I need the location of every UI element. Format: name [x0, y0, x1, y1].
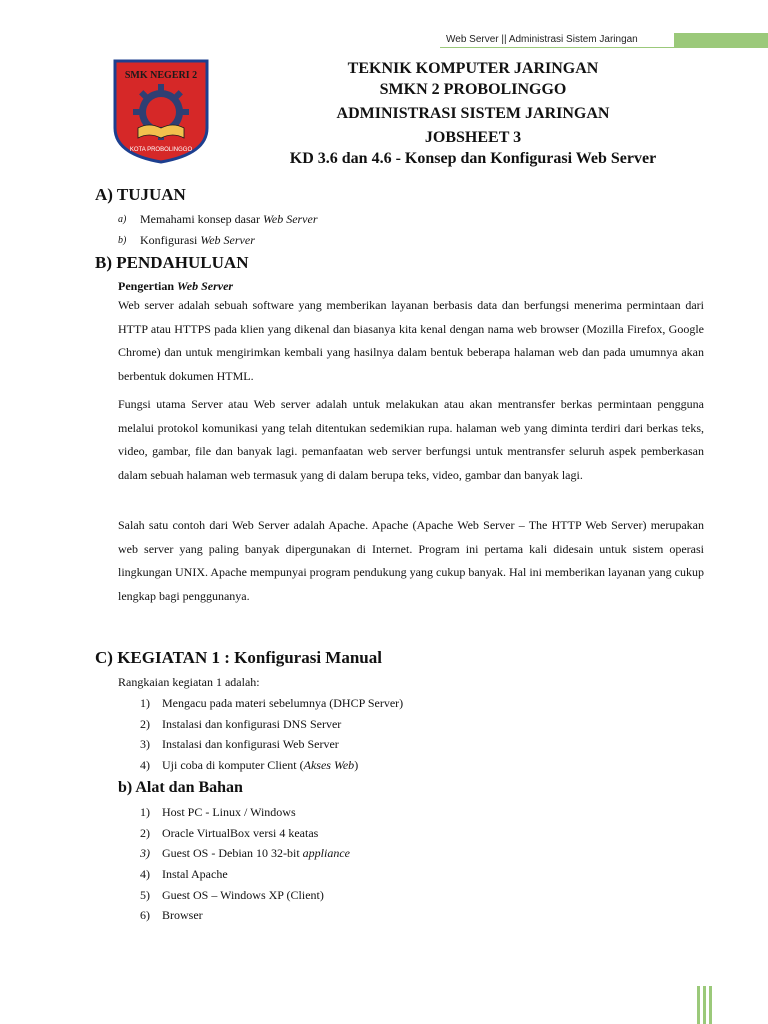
step-item: 4) Uji coba di komputer Client (Akses Web) — [140, 758, 359, 773]
header-rule — [440, 47, 768, 48]
logo-bottom-text: KOTA PROBOLINGGO — [129, 147, 193, 153]
definition-label: Pengertian Web Server — [118, 279, 234, 293]
function-paragraph: Fungsi utama Server atau Web server adalah untuk melakukan atau akan mentransfer berkas permintaan pengguna melalui protokol komunikasi yang telah ditentukan sedemikian rupa. halaman web yang diminta terdiri dari berkas teks, video, gambar, file dan banyak lagi. pemanfaatan web server berfungsi untuk mentransfer seluruh aspek pemberkasan dalam sebuah halaman web termasuk yang di dalam berupa teks, video, gambar dan banyak lagi. — [118, 397, 704, 482]
step-item: 2) Instalasi dan konfigurasi DNS Server — [140, 716, 342, 731]
title-line-1: TEKNIK KOMPUTER JARINGAN — [347, 60, 599, 77]
objective-item: a) Memahami konsep dasar Web Server — [118, 212, 318, 233]
tool-item: 1) Host PC - Linux / Windows — [140, 805, 296, 819]
title-line-5: KD 3.6 dan 4.6 - Konsep dan Konfigurasi Web Server — [289, 150, 657, 167]
tool-item: 4) Instal Apache — [140, 867, 228, 882]
step-item: 3) Instalasi dan konfigurasi Web Server — [140, 737, 339, 752]
tools-heading: b) Alat dan Bahan — [118, 779, 243, 796]
tools-list — [140, 805, 350, 929]
title-line-3: ADMINISTRASI SISTEM JARINGAN — [336, 105, 610, 122]
title-line-2: SMKN 2 PROBOLINGGO — [379, 81, 567, 98]
section-c-heading: C) KEGIATAN 1 : Konfigurasi Manual — [95, 648, 382, 667]
intro-paragraph: Web server adalah sebuah software yang memberikan layanan berbasis data dan berfungsi menerima permintaan dari HTTP atau HTTPS pada klien yang dikenal dan biasanya kita kenal dengan nama web browser (Mozilla Firefox, Google Chrome) dan untuk mengirimkan kembali yang hasilnya dalam bentuk beberapa halaman web dan pada umumnya akan berbentuk dokumen HTML. — [118, 298, 704, 383]
activity-steps — [140, 696, 403, 779]
logo-top-text: SMK NEGERI 2 — [124, 70, 198, 81]
title-line-4: JOBSHEET 3 — [424, 129, 522, 146]
objectives-list — [118, 212, 318, 254]
tool-item: 2) Oracle VirtualBox versi 4 keatas — [140, 825, 319, 840]
footer-accent-bars — [697, 986, 712, 1024]
activity-intro: Rangkaian kegiatan 1 adalah: — [118, 675, 260, 689]
step-item: 1) Mengacu pada materi sebelumnya (DHCP Server) — [140, 696, 404, 710]
header-accent-bar — [674, 33, 768, 47]
objective-marker: a) — [118, 214, 127, 225]
objective-marker: b) — [118, 235, 127, 246]
objective-item: b) Konfigurasi Web Server — [118, 233, 318, 254]
tool-item: 6) Browser — [140, 908, 203, 923]
document-title — [258, 58, 688, 169]
section-a-heading: A) TUJUAN — [95, 185, 186, 204]
section-b-heading: B) PENDAHULUAN — [95, 253, 249, 272]
tool-item: 3) Guest OS - Debian 10 32-bit appliance — [140, 846, 350, 861]
apache-paragraph: Salah satu contoh dari Web Server adalah Apache. Apache (Apache Web Server – The HTTP Web Server) merupakan web server yang paling banyak dipergunakan di Internet. Program ini pertama kali didesain untuk sistem operasi lingkungan UNIX. Apache mempunyai program pendukung yang cukup banyak. Hal ini memberikan layanan yang cukup lengkap bagi penggunanya. — [118, 518, 704, 603]
running-header: Web Server || Administrasi Sistem Jaringan — [446, 34, 638, 45]
tool-item: 5) Guest OS – Windows XP (Client) — [140, 887, 324, 902]
school-logo — [112, 58, 210, 164]
